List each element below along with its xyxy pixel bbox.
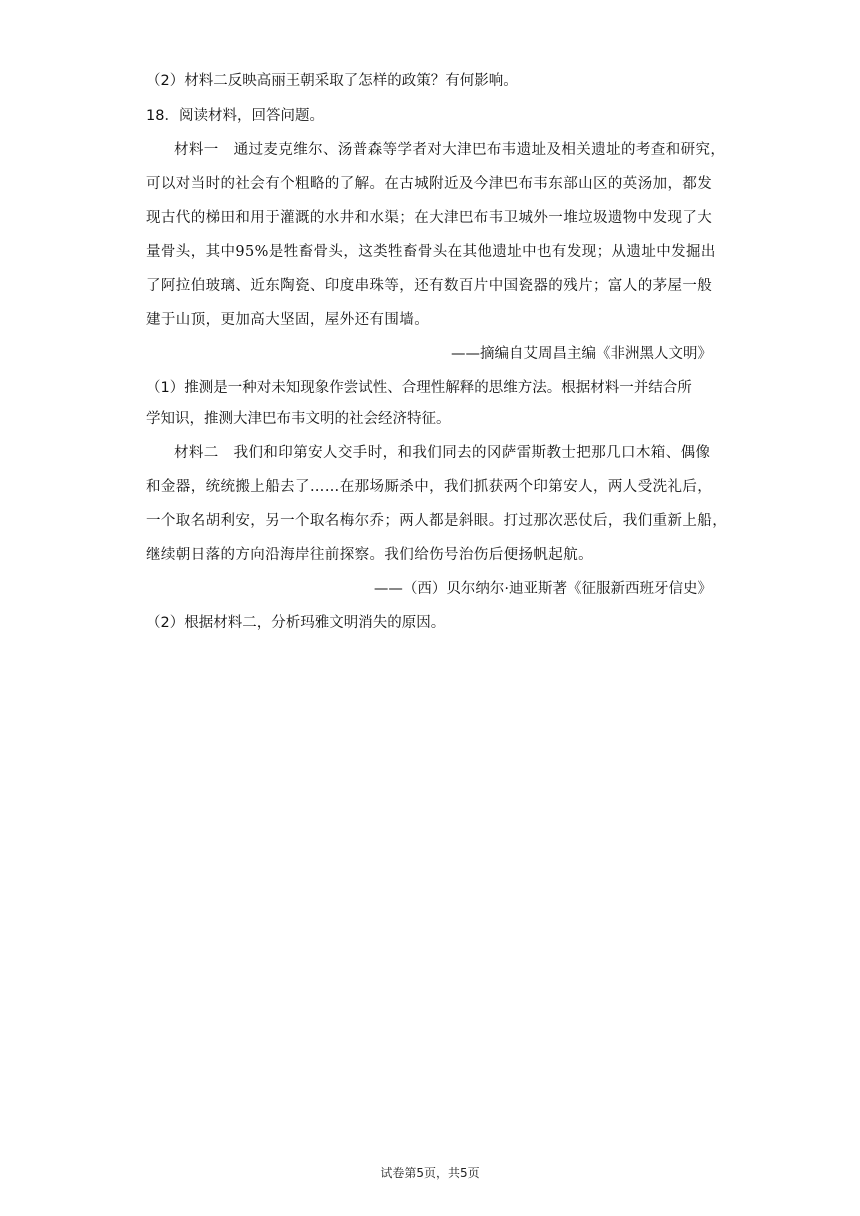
material-1-line-5: 了阿拉伯玻璃、近东陶瓷、印度串珠等，还有数百片中国瓷器的残片；富人的茅屋一般 <box>146 278 713 294</box>
material-2-line-1: 材料二 我们和印第安人交手时，和我们同去的冈萨雷斯教士把那几口木箱、偶像 <box>174 445 711 461</box>
question-18-part-1-line-1: （1）推测是一种对未知现象作尝试性、合理性解释的思维方法。根据材料一并结合所 <box>146 380 692 396</box>
material-1-source: ——摘编自艾周昌主编《非洲黑人文明》 <box>451 346 712 362</box>
page-footer: 试卷第5页，共5页 <box>380 1166 480 1180</box>
material-1-line-1: 材料一 通过麦克维尔、汤普森等学者对大津巴布韦遗址及相关遗址的考查和研究， <box>174 142 726 158</box>
material-1-line-2: 可以对当时的社会有个粗略的了解。在古城附近及今津巴布韦东部山区的英汤加，都发 <box>146 176 713 192</box>
question-18-part-1-line-2: 学知识，推测大津巴布韦文明的社会经济特征。 <box>146 411 451 427</box>
material-1-line-3: 现古代的梯田和用于灌溉的水井和水渠；在大津巴布韦卫城外一堆垃圾遗物中发现了大 <box>146 210 713 226</box>
material-2-line-4: 继续朝日落的方向沿海岸往前探察。我们给伤号治伤后便扬帆起航。 <box>146 547 593 563</box>
question-18-title: 18．阅读材料，回答问题。 <box>146 108 324 124</box>
question-18-part-2: （2）根据材料二，分析玛雅文明消失的原因。 <box>146 615 446 631</box>
material-1-line-6: 建于山顶，更加高大坚固，屋外还有围墙。 <box>146 312 430 328</box>
question-17-part-2: （2）材料二反映高丽王朝采取了怎样的政策？有何影响。 <box>146 73 518 89</box>
material-2-line-3: 一个取名胡利安，另一个取名梅尔乔；两人都是斜眼。打过那次恶仗后，我们重新上船， <box>146 513 728 529</box>
material-1-line-4: 量骨头，其中95%是牲畜骨头，这类牲畜骨头在其他遗址中也有发现；从遗址中发掘出 <box>146 244 716 260</box>
material-2-source: ——（西）贝尔纳尔·迪亚斯著《征服新西班牙信史》 <box>373 581 712 597</box>
material-2-line-2: 和金器，统统搬上船去了……在那场厮杀中，我们抓获两个印第安人，两人受洗礼后， <box>146 479 713 495</box>
